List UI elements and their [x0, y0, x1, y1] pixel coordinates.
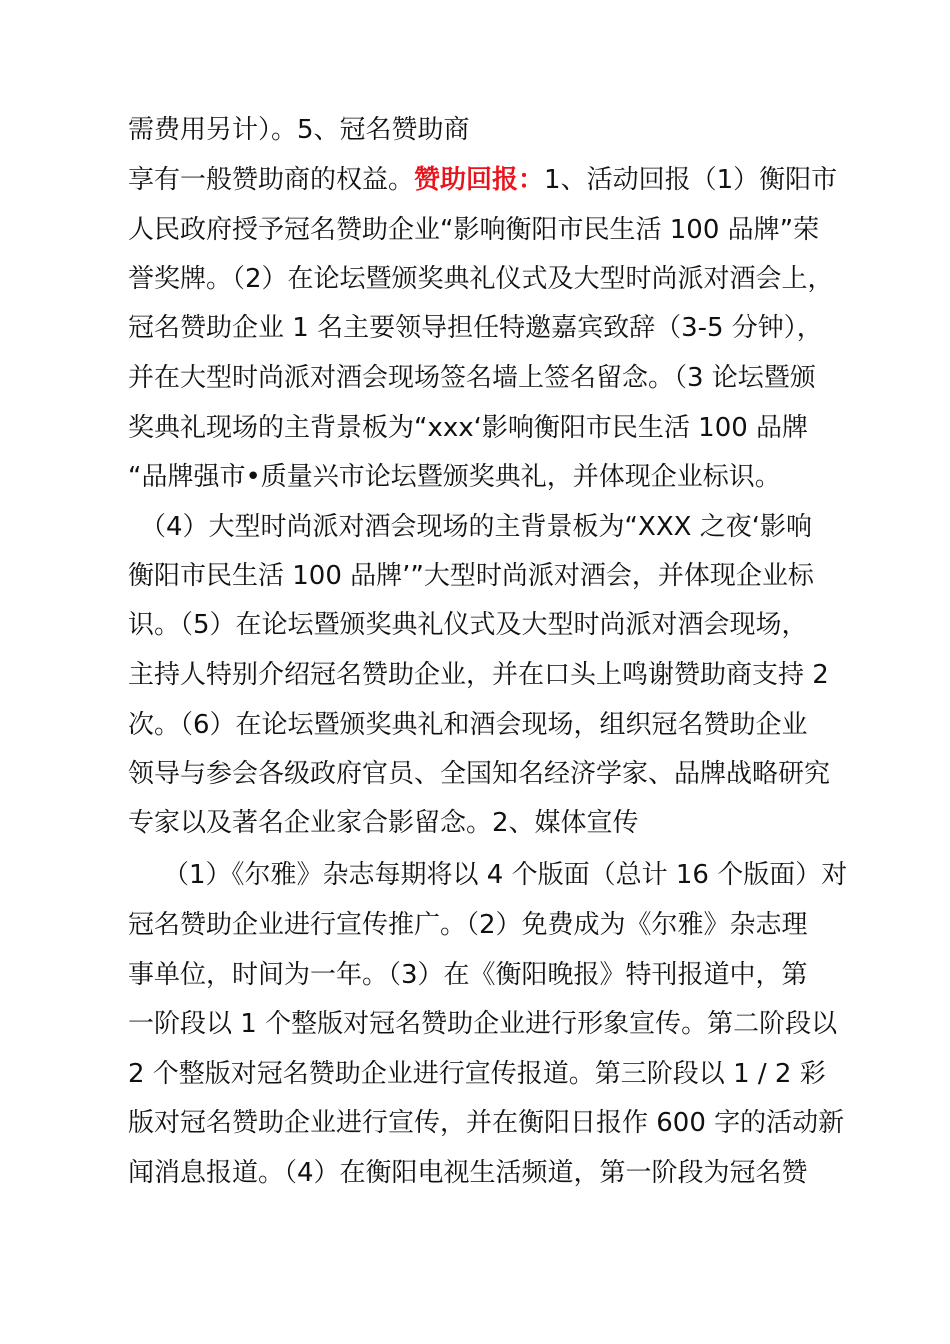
- text-line: 需费用另计）。5、冠名赞助商: [128, 115, 470, 145]
- text-line: 誉奖牌。（2）在论坛暨颁奖典礼仪式及大型时尚派对酒会上，: [128, 264, 834, 294]
- text-line: 识。（5）在论坛暨颁奖典礼仪式及大型时尚派对酒会现场，: [128, 610, 808, 640]
- text-line: 版对冠名赞助企业进行宣传，并在衡阳日报作 600 字的活动新: [128, 1108, 845, 1138]
- text-segment: 1、活动回报（1）衡阳市: [544, 165, 838, 195]
- text-line: 衡阳市民生活 100 品牌’”大型时尚派对酒会，并体现企业标: [128, 561, 814, 591]
- text-line: （4）大型时尚派对酒会现场的主背景板为“XXX 之夜‘影响: [140, 512, 812, 542]
- text-line: “品牌强市•质量兴市论坛暨颁奖典礼，并体现企业标识。: [128, 462, 781, 492]
- text-line: 人民政府授予冠名赞助企业“影响衡阳市民生活 100 品牌”荣: [128, 215, 820, 245]
- text-segment: 享有一般赞助商的权益。: [128, 165, 415, 195]
- text-line: 主持人特别介绍冠名赞助企业，并在口头上鸣谢赞助商支持 2: [128, 660, 829, 690]
- text-line: 次。（6）在论坛暨颁奖典礼和酒会现场，组织冠名赞助企业: [128, 710, 808, 740]
- text-line: 领导与参会各级政府官员、全国知名经济学家、品牌战略研究: [128, 759, 831, 789]
- text-line: 事单位，时间为一年。（3）在《衡阳晚报》特刊报道中，第: [128, 960, 808, 990]
- text-line: 奖典礼现场的主背景板为“xxx‘影响衡阳市民生活 100 品牌: [128, 413, 809, 443]
- text-line: 闻消息报道。（4）在衡阳电视生活频道，第一阶段为冠名赞: [128, 1158, 808, 1188]
- text-line: 2 个整版对冠名赞助企业进行宣传报道。第三阶段以 1 / 2 彩: [128, 1059, 826, 1089]
- text-line: 一阶段以 1 个整版对冠名赞助企业进行形象宣传。第二阶段以: [128, 1009, 838, 1039]
- text-line: 专家以及著名企业家合影留念。2、媒体宣传: [128, 808, 639, 838]
- highlight-heading: 赞助回报：: [414, 165, 545, 195]
- text-line: 并在大型时尚派对酒会现场签名墙上签名留念。（3 论坛暨颁: [128, 363, 816, 393]
- text-line: 冠名赞助企业进行宣传推广。（2）免费成为《尔雅》杂志理: [128, 910, 808, 940]
- text-line: [128, 163, 837, 197]
- text-line: （1）《尔雅》杂志每期将以 4 个版面（总计 16 个版面）对: [163, 860, 848, 890]
- text-line: 冠名赞助企业 1 名主要领导担任特邀嘉宾致辞（3-5 分钟），: [128, 313, 823, 343]
